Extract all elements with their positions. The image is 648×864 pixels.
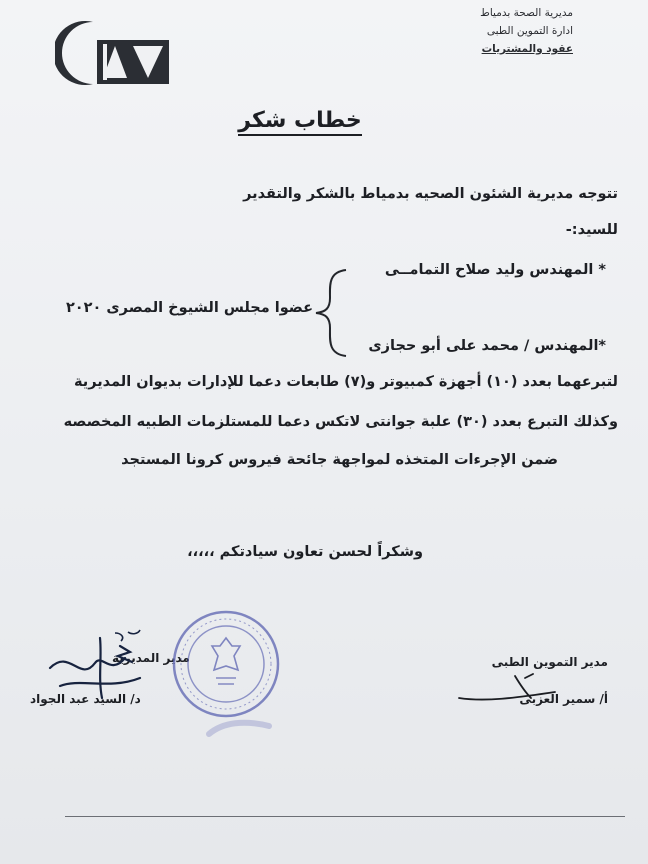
supply-director-signature xyxy=(455,668,565,708)
header-line-directorate: مديرية الصحة بدمياط xyxy=(480,7,573,19)
body-line-1: لتبرعهما بعدد (١٠) أجهزة كمبيوتر و(٧) طابعات دعما للإدارات بديوان المديرية xyxy=(73,374,618,390)
director-name: د/ السيد عبد الجواد xyxy=(30,692,141,706)
ministry-logo xyxy=(55,18,175,88)
official-seal-icon xyxy=(170,608,282,720)
seal-smudge xyxy=(205,712,275,742)
salutation: للسيد:- xyxy=(565,222,618,238)
director-title: مدير المديرية xyxy=(112,651,190,665)
footer-divider xyxy=(65,816,625,817)
letter-title-text: خطاب شكر xyxy=(238,108,361,136)
recipient-2: *المهندس / محمد على أبو حجازى xyxy=(368,338,606,354)
header-line-administration: ادارة التموين الطبى xyxy=(486,25,573,37)
letter-title xyxy=(0,108,600,133)
body-line-3: ضمن الإجرءات المتخذه لمواجهة جائحة فيروس كرونا المستجد xyxy=(121,452,558,468)
closing-line: وشكراً لحسن تعاون سيادتكم ،،،،، xyxy=(187,544,423,560)
recipients-title: عضوا مجلس الشيوخ المصرى ٢٠٢٠ xyxy=(65,300,313,316)
director-signature xyxy=(40,628,160,708)
opening-line: تتوجه مديرية الشئون الصحيه بدمياط بالشكر والتقدير xyxy=(243,186,618,202)
recipient-1: * المهندس وليد صلاح التمامــى xyxy=(384,262,606,278)
supply-director-title: مدير التموين الطبى xyxy=(491,655,608,669)
body-line-2: وكذلك التبرع بعدد (٣٠) علبة جوانتى لاتكس دعما للمستلزمات الطبيه المخصصه xyxy=(63,414,618,430)
header-line-department: عقود والمشتريات xyxy=(481,43,573,55)
curly-brace-icon xyxy=(310,268,350,358)
supply-director-name: أ/ سمير العزبى xyxy=(519,692,608,706)
